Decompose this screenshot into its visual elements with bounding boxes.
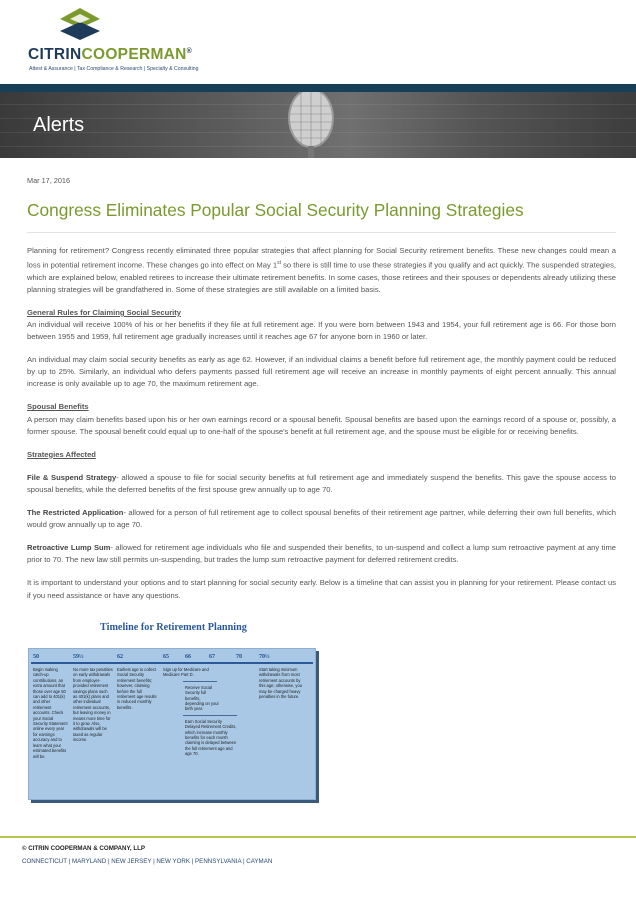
timeline-panel: [28, 648, 316, 800]
timeline-separator: [183, 715, 237, 716]
timeline-age: 50: [33, 654, 39, 660]
footer-rule: [0, 836, 636, 838]
timeline-age: 59½: [73, 654, 84, 660]
timeline-age: 65: [163, 654, 169, 660]
timeline-age-67-70-note: Earn Social Security Delayed Retirement Credits, which increase monthly benefits for each month claiming is delayed between the full retirement age and age 70.: [185, 718, 237, 757]
timeline-age: 66: [185, 654, 191, 660]
timeline-age-50-note: Begin making catch-up contributions, an extra amount that those over age 50 can add to 401(k) and other retirement accounts. Check your Social Security Statement online every year for earnings accuracy and to learn what your estimated benefits will be.: [33, 667, 68, 759]
footer-company: © CITRIN COOPERMAN & COMPANY, LLP: [22, 845, 146, 852]
company-logo[interactable]: [28, 6, 308, 72]
banner-title: Alerts: [33, 114, 85, 136]
timeline-age: 67: [209, 654, 215, 660]
logo-diamond-icon: [58, 8, 102, 42]
timeline-age: 62: [117, 654, 123, 660]
article-title: Congress Eliminates Popular Social Security Planning Strategies: [27, 200, 524, 220]
timeline-age-70half-note: Start taking minimum withdrawals from most retirement accounts by this age; otherwise, you may be charged heavy penalties in the future.: [259, 667, 303, 700]
timeline-age-65-70-notes: [163, 667, 235, 757]
intro-paragraph: Planning for retirement? Congress recently eliminated three popular strategies that affect planning for Social Security retirement benefits. These new changes could mean a loss in potential retirement income. These changes go into effect on May 1st so there is still time to use these strategies if you qualify and act quickly. The suspended strategies, which are explained below, enabled retirees to increase their ultimate retirement benefits. In some cases, those retirees and their spouses or dependents already utilizing these planning strategies will be grandfathered in. Some of these strategies are still available on a limited basis.: [27, 246, 616, 294]
alerts-banner: [0, 92, 636, 158]
closing-paragraph: It is important to understand your options and to start planning for social security early. Below is a timeline that can assist you in planning for your retirement. Please contact us if you need assistance or have any questions.: [27, 578, 616, 600]
timeline-age-66-note: Receive Social Security full benefits, depending on your birth year.: [185, 684, 219, 712]
article-body: [27, 245, 616, 613]
timeline-title: Timeline for Retirement Planning: [100, 622, 247, 633]
microphone-icon: [286, 92, 336, 158]
timeline-age: 70½: [259, 654, 270, 660]
timeline-age-59-note: No more tax penalties on early withdrawals from employer-provided retirement savings plans such as 401(k) plans and other individual retirement accounts, but leaving money in means more time for it to grow. Also, withdrawals will be taxed as regular income.: [73, 667, 113, 743]
general-rules-heading: General Rules for Claiming Social Security: [27, 307, 182, 317]
strategy-retroactive-lump-sum: Retroactive Lump Sum- allowed for retirement age individuals who file and suspended their benefits, to un-suspend and collect a lump sum retroactive payment at any time prior to 70. The new law still permits un-suspending, but trades the lump sum retroactive payment for deferred retirement credits.: [27, 543, 616, 565]
retirement-timeline: [28, 622, 318, 802]
timeline-separator: [183, 681, 217, 682]
footer-locations: CONNECTICUT | MARYLAND | NEW JERSEY | NEW YORK | PENNSYLVANIA | CAYMAN: [22, 858, 273, 865]
article-date: Mar 17, 2016: [27, 176, 70, 185]
timeline-age: 70: [236, 654, 242, 660]
timeline-age-65-note: Sign up for Medicare and Medicare Part D.: [163, 667, 209, 678]
general-rules-paragraph-2: An individual may claim social security benefits as early as age 62. However, if an individual claims a benefit before full retirement age, the monthly payment could be reduced by up to 25%. Similarly, an individual who defers payments passed full retirement age will receive an increase in monthly payments of eight percent annually. This annual increase is only available up to age 70, the maximum retirement age.: [27, 355, 616, 389]
strategies-heading: Strategies Affected: [27, 449, 96, 459]
strategy-file-suspend: File & Suspend Strategy- allowed a spouse to file for social security benefits at full retirement age and immediately suspend the benefits. This gave the spouse access to spousal benefits, while the deferred benefits of the first spouse grew annually up to age 70.: [27, 472, 616, 494]
logo-wordmark: CITRINCOOPERMAN®: [28, 46, 193, 63]
logo-tagline: Attest & Assurance | Tax Compliance & Research | Specialty & Consulting: [29, 66, 199, 72]
spousal-benefits-paragraph: A person may claim benefits based upon his or her own earnings record or a spousal benefit. Spousal benefits are based upon the earnings record of a spouse or, possibly, a former spouse. The spousal benefit could equal up to one-half of the spouse's benefit at full retirement age, and the spouse must be eligible for or receiving benefits.: [27, 414, 616, 436]
general-rules-paragraph-1: An individual will receive 100% of his or her benefits if they file at full retirement age. If you were born between 1943 and 1954, your full retirement age is 66. For those born between 1955 and 1959, full retirement age gradually increases until it reaches age 67 for anyone born in 1960 or later.: [27, 320, 616, 342]
spousal-benefits-heading: Spousal Benefits: [27, 402, 89, 412]
title-divider: [27, 232, 616, 233]
strategy-restricted-application: The Restricted Application- allowed for a person of full retirement age to collect spousal benefits of their retirement age partner, while deferring their own full benefits, which would grow annually up to age 70.: [27, 508, 616, 530]
timeline-axis: [31, 662, 313, 664]
timeline-age-62-note: Earliest age to collect Social Security retirement benefits; however, claiming before the full retirement age results in reduced monthly benefits.: [117, 667, 157, 710]
header-bar: [0, 84, 636, 92]
